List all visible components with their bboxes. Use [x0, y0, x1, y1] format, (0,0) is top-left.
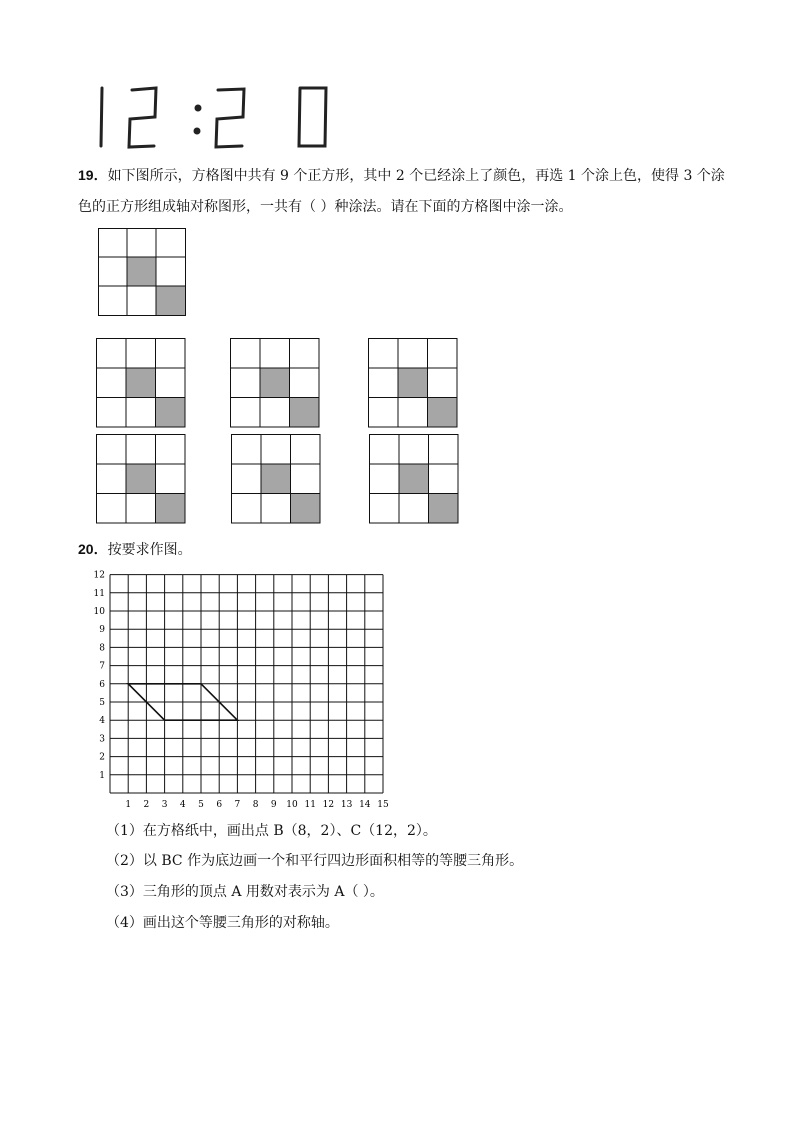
grid-cell[interactable] [97, 368, 127, 398]
y-tick-label: 9 [99, 625, 105, 636]
shaded-cell[interactable] [156, 398, 186, 428]
grid-cell[interactable] [261, 435, 291, 465]
y-tick-label: 11 [93, 588, 105, 599]
answer-grid-6[interactable] [369, 434, 460, 525]
grid-cell[interactable] [126, 398, 156, 428]
y-tick-label: 3 [99, 734, 105, 745]
y-tick-label: 1 [99, 770, 105, 781]
x-tick-label: 5 [198, 800, 204, 810]
q20-title: 按要求作图。 [107, 542, 192, 558]
grid-cell[interactable] [260, 398, 290, 428]
grid-cell[interactable] [428, 368, 458, 398]
grid-cell[interactable] [291, 435, 321, 465]
grid-cell[interactable] [97, 398, 127, 428]
shaded-cell [127, 257, 156, 286]
shaded-cell[interactable] [429, 494, 459, 524]
coordinate-grid[interactable] [84, 566, 394, 816]
grid-cell[interactable] [429, 464, 459, 494]
grid-cell[interactable] [291, 464, 321, 494]
q20-item-1: （1）在方格纸中，画出点 B（8，2）、C（12，2）。 [106, 823, 437, 839]
shaded-cell[interactable] [399, 464, 429, 494]
answer-grid-1[interactable] [96, 338, 187, 429]
shaded-cell [156, 286, 185, 315]
x-tick-label: 3 [161, 800, 168, 810]
grid-cell[interactable] [260, 339, 290, 369]
grid-cell[interactable] [232, 435, 262, 465]
x-tick-label: 1 [125, 800, 132, 810]
y-tick-label: 7 [99, 661, 105, 672]
grid-cell[interactable] [370, 464, 400, 494]
x-tick-label: 10 [286, 800, 298, 810]
grid-cell[interactable] [231, 398, 261, 428]
grid-cell[interactable] [126, 494, 156, 524]
grid-cell[interactable] [261, 494, 291, 524]
grid-cell[interactable] [231, 368, 261, 398]
grid-cell[interactable] [370, 435, 400, 465]
answer-grid-5[interactable] [231, 434, 322, 525]
x-tick-label: 11 [304, 800, 316, 810]
y-tick-label: 12 [93, 570, 105, 581]
grid-cell[interactable] [97, 339, 127, 369]
answer-grid-3[interactable] [368, 338, 459, 429]
x-tick-label: 13 [340, 800, 353, 810]
grid-cell[interactable] [156, 435, 186, 465]
y-tick-label: 2 [99, 752, 105, 763]
shaded-cell[interactable] [398, 368, 428, 398]
q19-text-1: 如下图所示，方格图中共有 9 个正方形，其中 2 个已经涂上了颜色，再选 1 个涂上色，使得 3 个涂 [107, 168, 725, 184]
q19-reference-grid [98, 228, 188, 318]
shaded-cell[interactable] [428, 398, 458, 428]
grid-cell[interactable] [97, 464, 127, 494]
grid-cell[interactable] [398, 398, 428, 428]
y-tick-label: 6 [99, 679, 105, 690]
x-tick-label: 4 [179, 800, 186, 810]
x-tick-label: 15 [377, 800, 389, 810]
q19-number: 19． [78, 167, 108, 183]
shaded-cell[interactable] [291, 494, 321, 524]
answer-grid-4[interactable] [96, 434, 187, 525]
grid-cell[interactable] [156, 339, 186, 369]
y-tick-label: 10 [93, 607, 105, 617]
q19-line2: 色的正方形组成轴对称图形，一共有（ ）种涂法。请在下面的方格图中涂一涂。 [78, 199, 573, 215]
grid-cell[interactable] [232, 494, 262, 524]
grid-cell[interactable] [399, 435, 429, 465]
q20-item-4: （4）画出这个等腰三角形的对称轴。 [106, 915, 339, 931]
x-tick-label: 6 [216, 800, 223, 810]
x-tick-label: 7 [234, 800, 241, 810]
grid-cell[interactable] [97, 435, 127, 465]
y-tick-label: 5 [99, 698, 105, 708]
grid-cell[interactable] [232, 464, 262, 494]
q20-number: 20． [78, 541, 108, 557]
grid-cell[interactable] [370, 494, 400, 524]
grid-cell[interactable] [369, 398, 399, 428]
grid-cell[interactable] [97, 494, 127, 524]
q20-item-3: （3）三角形的顶点 A 用数对表示为 A（ ）。 [106, 884, 384, 900]
q19-line1 [78, 166, 725, 185]
grid-cell[interactable] [369, 339, 399, 369]
grid-cell[interactable] [290, 368, 320, 398]
grid-cell[interactable] [156, 368, 186, 398]
grid-cell[interactable] [428, 339, 458, 369]
grid-cell[interactable] [231, 339, 261, 369]
q20-item-2: （2）以 BC 作为底边画一个和平行四边形面积相等的等腰三角形。 [106, 853, 524, 869]
shaded-cell[interactable] [261, 464, 291, 494]
q20-title-line [78, 540, 192, 559]
grid-cell[interactable] [156, 464, 186, 494]
shaded-cell[interactable] [156, 494, 186, 524]
grid-cell[interactable] [398, 339, 428, 369]
x-tick-label: 8 [252, 800, 259, 810]
shaded-cell[interactable] [290, 398, 320, 428]
grid-cell[interactable] [126, 435, 156, 465]
shaded-cell[interactable] [126, 368, 156, 398]
grid-cell[interactable] [429, 435, 459, 465]
digital-clock-display [92, 84, 342, 154]
shaded-cell[interactable] [126, 464, 156, 494]
shaded-cell[interactable] [260, 368, 290, 398]
grid-cell[interactable] [126, 339, 156, 369]
x-tick-label: 9 [270, 800, 277, 810]
x-tick-label: 12 [322, 800, 335, 810]
answer-grid-2[interactable] [230, 338, 321, 429]
y-tick-label: 4 [99, 716, 105, 727]
x-tick-label: 14 [359, 800, 371, 810]
grid-cell[interactable] [369, 368, 399, 398]
grid-cell[interactable] [290, 339, 320, 369]
x-tick-label: 2 [143, 800, 150, 810]
y-tick-label: 8 [99, 643, 105, 654]
grid-cell[interactable] [399, 494, 429, 524]
